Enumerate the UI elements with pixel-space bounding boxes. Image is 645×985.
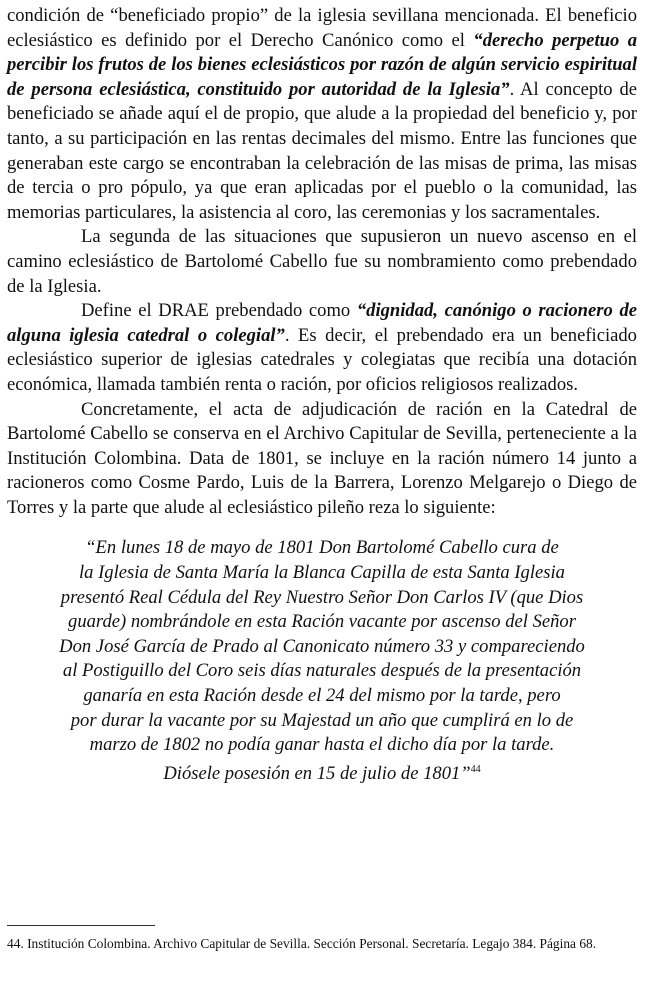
quote-line: Don José García de Prado al Canonicato número 33 y compareciendo [59, 635, 585, 657]
quote-line: presentó Real Cédula del Rey Nuestro Señor Don Carlos IV (que Dios [60, 586, 584, 608]
paragraph-1-text-a: condición de “beneficiado propio” de la iglesia sevillana mencionada. El beneficio eclesiástico es definido por el Derecho Canónico como el [7, 5, 637, 51]
paragraph-3-text-c: . Es decir, el prebendado era un beneficiado eclesiástico superior de iglesias catedrales y colegiatas que recibía una dotación económica, llamada también renta o ración, por oficios religiosos realizados. [7, 324, 637, 395]
footnote-divider [7, 925, 155, 926]
footnote: 44. Institución Colombina. Archivo Capitular de Sevilla. Sección Personal. Secretaría. Legajo 384. Página 68. [7, 936, 597, 951]
paragraph-2: La segunda de las situaciones que supusieron un nuevo ascenso en el camino eclesiástico de Bartolomé Cabello fue su nombramiento como prebendado de la Iglesia. [7, 226, 637, 297]
quote-line: “En lunes 18 de mayo de 1801 Don Bartolomé Cabello cura de [85, 537, 559, 559]
quote-line-last [7, 758, 637, 787]
page [7, 4, 637, 786]
quote-line: al Postiguillo del Coro seis días naturales después de la presentación [62, 660, 582, 682]
body-text [7, 4, 637, 520]
quote-line: la Iglesia de Santa María la Blanca Capilla de esta Santa Iglesia [79, 562, 565, 584]
quote-line: ganaría en esta Ración desde el 24 del mismo por la tarde, pero [83, 685, 561, 707]
drae-definition: “dignidad, canónigo o racionero de alguna iglesia catedral o colegial” [7, 300, 637, 346]
quote-line-text: Diósele posesión en 15 de julio de 1801” [163, 762, 471, 784]
quote-line: por durar la vacante por su Majestad un año que cumplirá en lo de [70, 709, 574, 731]
block-quote [7, 536, 637, 786]
quote-line: marzo de 1802 no podía ganar hasta el dicho día por la tarde. [89, 734, 555, 756]
paragraph-1-text-c: . Al concepto de beneficiado se añade aquí el de propio, que alude a la propiedad del beneficio y, por tanto, a su participación en las rentas decimales del mismo. Entre las funciones que generaban este cargo se encontraban la celebración de las misas de prima, las misas de tercia o pro pópulo, ya que eran aplicadas por el pueblo o la comunidad, las memorias particulares, la asistencia al coro, las ceremonias y los sacramentales. [7, 78, 637, 223]
paragraph-1 [7, 4, 637, 225]
canon-law-definition: “derecho perpetuo a percibir los frutos de los bienes eclesiásticos por razón de algún servicio espiritual de persona eclesiástica, constituido por autoridad de la Iglesia” [7, 29, 637, 100]
footnote-reference[interactable]: 44 [470, 763, 481, 775]
paragraph-4: Concretamente, el acta de adjudicación de ración en la Catedral de Bartolomé Cabello se conserva en el Archivo Capitular de Sevilla, perteneciente a la Institución Colombina. Data de 1801, se incluye en la ración número 14 junto a racioneros como Cosme Pardo, Luis de la Barrera, Lorenzo Melgarejo o Diego de Torres y la parte que alude al eclesiástico pileño reza lo siguiente: [7, 398, 637, 518]
paragraph-3-text-a: Define el DRAE prebendado como [81, 300, 357, 322]
quote-line: guarde) nombrándole en esta Ración vacante por ascenso del Señor [68, 611, 576, 633]
paragraph-3 [7, 299, 637, 397]
